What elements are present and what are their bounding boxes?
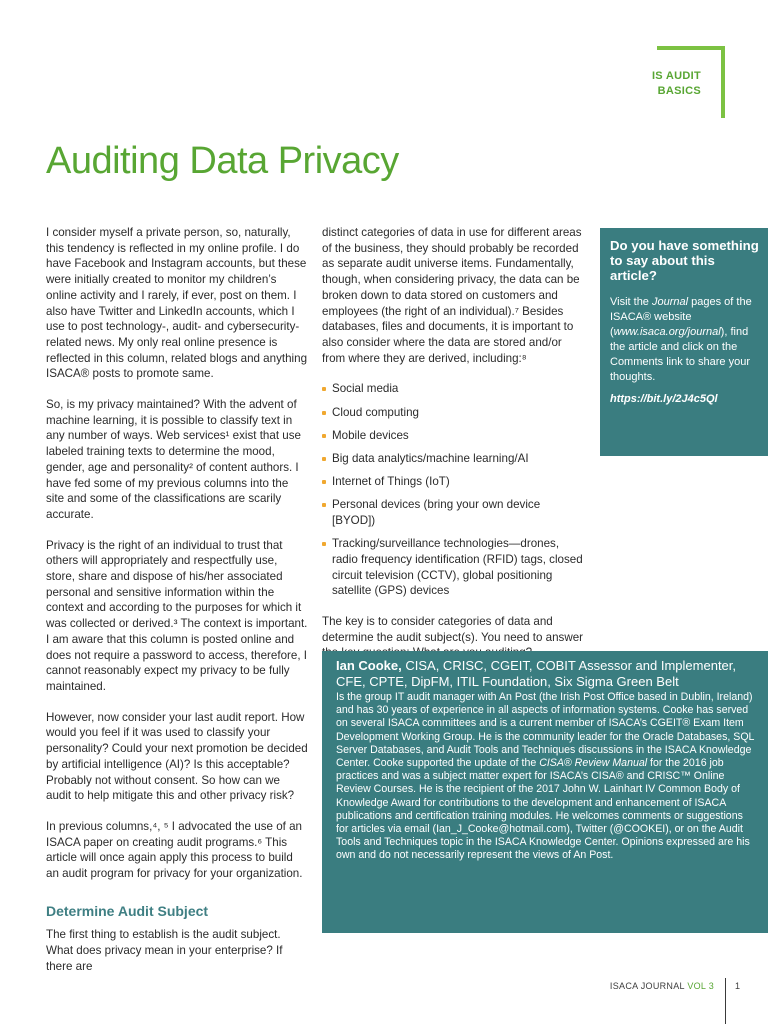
section-heading: Determine Audit Subject xyxy=(46,902,209,919)
list-item: Big data analytics/machine learning/AI xyxy=(322,451,584,467)
list-item: Personal devices (bring your own device [BYOD]) xyxy=(322,497,584,528)
paragraph: However, now consider your last audit report. How would you feel if it was used to classify your personality? Could your next promotion be decided by artificial intelligence (AI)? Is this acceptable? Probably not without consent. So how can we audit to help mitigate this and other privacy risk? xyxy=(46,710,308,803)
short-link[interactable]: https://bit.ly/2J4c5Ql xyxy=(610,393,718,405)
paragraph: Privacy is the right of an individual to trust that others will appropriately and respectfully use, store, share and dispose of his/her associated personal and sensitive information within the context and according to the purposes for which it was collected or derived.³ The context is important. I am aware that this column is posted online and does not require a password to access, therefore, I cannot reasonably expect my privacy to be fully maintained. xyxy=(46,538,308,693)
author-name-credentials xyxy=(336,658,756,690)
paragraph: distinct categories of data in use for different areas of the business, they should probably be recorded as separate audit universe items. Fundamentally, though, when considering privacy, the data can be broken down to data stored on customers and employees (the right of an individual).⁷ Besides databases, files and documents, it is important to also consider where the data are stored and/or from where they are derived, including:⁸ xyxy=(322,226,582,365)
body-column-left xyxy=(46,225,308,990)
footer-volume: VOL 3 xyxy=(687,981,714,991)
comment-callout-box xyxy=(600,228,768,456)
callout-heading: Do you have something to say about this article? xyxy=(610,238,759,283)
journal-url-link[interactable]: www.isaca.org/journal xyxy=(613,326,721,338)
footer-divider xyxy=(725,978,726,1024)
list-item: Mobile devices xyxy=(322,428,584,444)
paragraph: The key is to consider categories of data and determine the audit subject(s). You need to answer xyxy=(322,615,584,644)
author-credentials: CISA, CRISC, CGEIT, COBIT Assessor and Implementer, CFE, CPTE, DipFM, ITIL Foundation, Six Sigma Green Belt xyxy=(336,658,737,689)
section-badge-line2: BASICS xyxy=(657,85,701,97)
list-item: Internet of Things (IoT) xyxy=(322,474,584,490)
paragraph: So, is my privacy maintained? With the advent of machine learning, it is possible to classify text in any number of ways. Web services¹ exist that use labeled training texts to determine the mood, gender, age and personality² of content authors. I have fed some of my previous columns into the site and some of the classifications are scarily accurate. xyxy=(46,398,301,521)
body-column-middle xyxy=(322,225,584,676)
author-bio-text: Is the group IT audit manager with An Post (the Irish Post Office based in Dublin, Ireland) and has 30 years of experience in all aspects of information systems. Cooke has served on several ISACA committees and is a current member of ISACA’s CGEIT® Exam Item Development Working Group. He is the community leader for the Oracle Databases, SQL Server Databases, and Audit Tools and Techniques discussions in the ISACA Knowledge Center. Cooke supported the update of the CISA® Review Manual for the 2016 job practices and was a subject matter expert for ISACA’s CISA® and CRISC™ Online Review Courses. He is the recipient of the 2017 John W. Lainhart IV Common Body of Knowledge Award for contributions to the development and enhancement of ISACA publications and certification training modules. He welcomes comments or suggestions for articles via email (Ian_J_Cooke@hotmail.com), Twitter (@COOKEI), or on the Audit Tools and Techniques topic in the ISACA Knowledge Center. Opinions expressed are his own and do not necessarily represent the views of An Post. xyxy=(336,691,755,862)
corner-bracket-decoration xyxy=(657,46,725,118)
author-bio-box xyxy=(322,651,768,933)
author-name: Ian Cooke, xyxy=(336,658,402,673)
data-source-list xyxy=(322,381,584,599)
paragraph: The first thing to establish is the audit subject. What does privacy mean in your enterprise? If there are xyxy=(46,928,283,973)
paragraph: I consider myself a private person, so, naturally, this tendency is reflected in my online profile. I do have Facebook and Instagram accounts, but these were initially created to monitor my children’s online activity and I rarely, if ever, post on them. I also have Twitter and LinkedIn accounts, which I use to post technology-, audit- and cybersecurity-related news. My only real online presence is reflected in this column, related blogs and anything ISACA® posts to promote same. xyxy=(46,226,308,381)
list-item: Tracking/surveillance technologies—drones, radio frequency identification (RFID) tags, closed circuit television (CCTV), global positioning satellite (GPS) devices xyxy=(322,536,584,599)
list-item: Social media xyxy=(322,381,584,397)
page-number: 1 xyxy=(735,981,741,991)
article-title: Auditing Data Privacy xyxy=(46,140,399,182)
footer-journal-label: ISACA JOURNAL VOL 3 xyxy=(609,981,714,991)
callout-body: Visit the Journal pages of the ISACA® website (www.isaca.org/journal), find the article and click on the Comments link to share your thoughts. xyxy=(610,296,752,383)
section-badge-line1: IS AUDIT xyxy=(651,70,701,82)
paragraph: In previous columns,⁴, ⁵ I advocated the use of an ISACA paper on creating audit programs.⁶ This article will once again apply this process to build an audit program for privacy for your organization. xyxy=(46,819,303,881)
list-item: Cloud computing xyxy=(322,405,584,421)
